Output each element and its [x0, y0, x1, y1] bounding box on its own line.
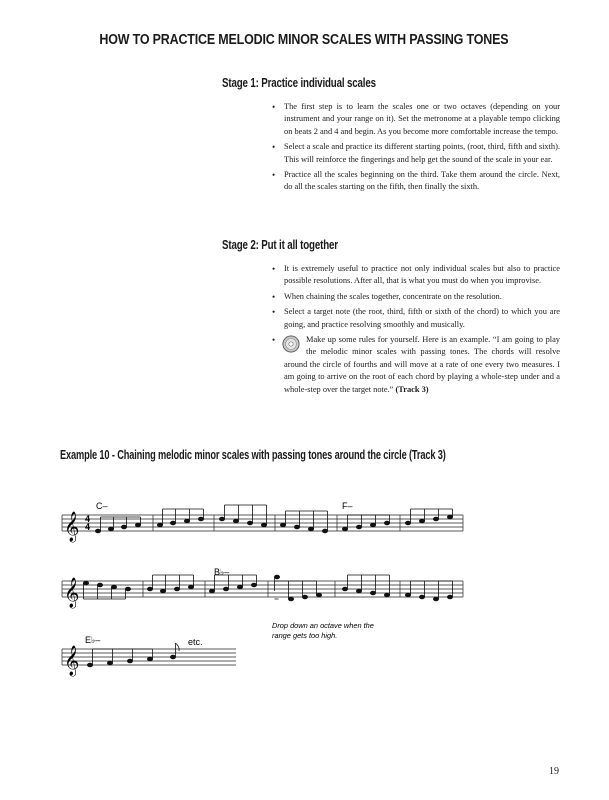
annotation-line-1: Drop down an octave when the — [272, 621, 374, 630]
treble-clef-icon-2: 𝄞 — [64, 578, 80, 608]
page-number: 19 — [549, 766, 559, 777]
stage1-bullet-3: • Practice all the scales beginning on the third. Take them around the circle. Next, do all the scales starting on the fifth, then finally the sixth. — [272, 169, 560, 194]
stage2-bullet-4 — [272, 334, 560, 396]
stage2-bullet-list — [272, 263, 560, 399]
time-signature-bottom: 4 — [85, 522, 91, 532]
chord-c-minor: C– — [96, 501, 108, 511]
notes-system-3 — [87, 643, 179, 667]
stage2-bullet-4-text: Make up some rules for yourself. Here is an example. “I am going to play the melodic minor scales with passing tones. The chords will resolve around the circle of fourths and will move at a rate of one every two measures. I am going to arrive on the root of each chord by playing a whole-step under and a whole-step over the target note.” — [284, 335, 560, 394]
stage1-bullet-2: • Select a scale and practice its different starting points, (root, third, fifth and sixth). This will reinforce the fingerings and help get the sound of the scale in your ear. — [272, 141, 560, 166]
track-reference: (Track 3) — [395, 384, 429, 394]
stage2-bullet-2: • When chaining the scales together, concentrate on the resolution. — [272, 291, 560, 303]
stage2-heading: Stage 2: Put it all together — [222, 238, 338, 252]
stage1-heading: Stage 1: Practice individual scales — [222, 76, 376, 90]
stage1-bullet-1: • The first step is to learn the scales one or two octaves (depending on your instrument and your range on it). Set the metronome at a playable tempo clicking on beats 2 and 4 and begin. As you become more comfortable increase the tempo. — [272, 101, 560, 138]
etc-label: etc. — [188, 637, 203, 647]
treble-clef-icon-3: 𝄞 — [64, 646, 80, 676]
treble-clef-icon: 𝄞 — [64, 512, 80, 542]
chord-b-flat-minor: B♭– — [214, 567, 230, 577]
stage1-bullet-list — [272, 101, 560, 197]
annotation-line-2: range gets too high. — [272, 631, 338, 640]
staff-system-2 — [62, 581, 463, 597]
stage2-bullet-1: • It is extremely useful to practice not only individual scales but also to practice possible resolutions. After all, that is what you must do when you improvise. — [272, 263, 560, 288]
chord-e-flat-minor: E♭– — [85, 635, 101, 645]
time-signature-top: 4 — [85, 514, 91, 524]
music-notation — [0, 495, 609, 685]
chord-f-minor: F– — [342, 501, 353, 511]
example-heading: Example 10 - Chaining melodic minor scales with passing tones around the circle (Track 3) — [60, 448, 446, 462]
cd-icon — [282, 335, 300, 353]
page-title: HOW TO PRACTICE MELODIC MINOR SCALES WITH PASSING TONES — [99, 32, 509, 48]
stage2-bullet-3: • Select a target note (the root, third, fifth or sixth of the chord) to which you are going, and practice resolving smoothly and musically. — [272, 306, 560, 331]
